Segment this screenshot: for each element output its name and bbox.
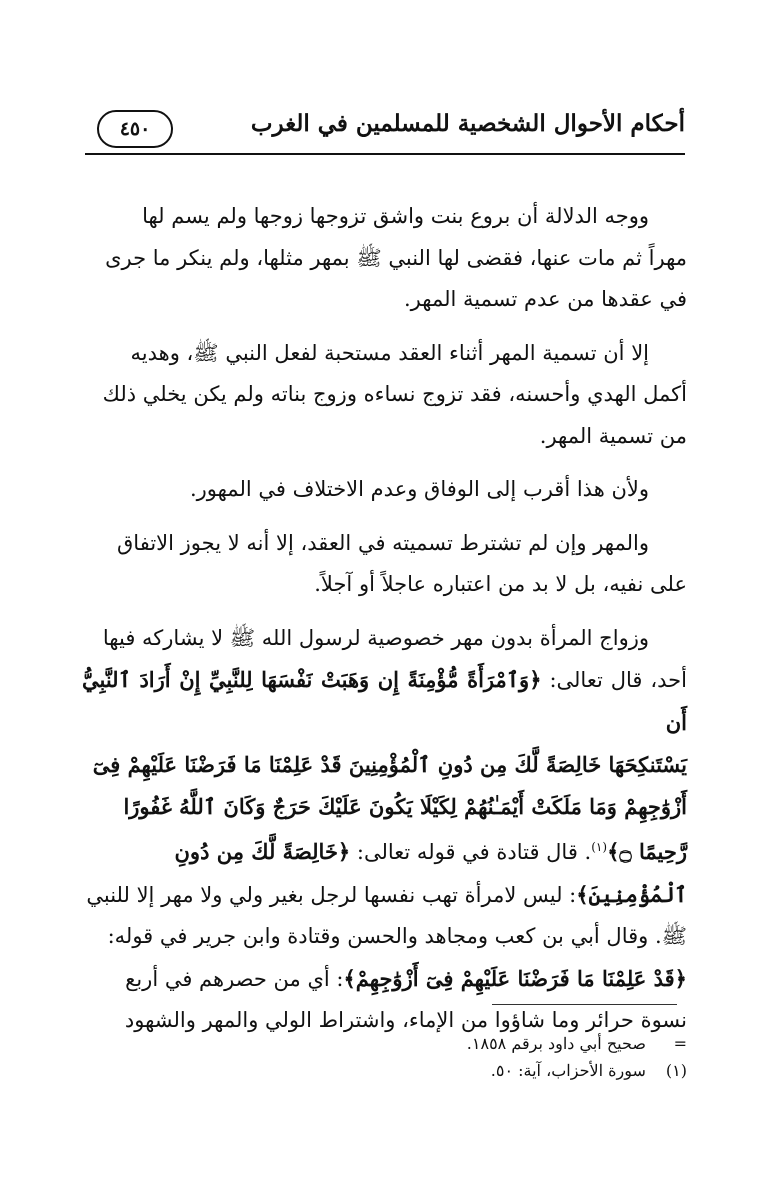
footnotes xyxy=(82,1030,687,1084)
text-line xyxy=(82,827,687,874)
quran-verse: يَسْتَنكِحَهَا خَالِصَةً لَّكَ مِن دُونِ ٱلْمُؤْمِنِينَ قَدْ عَلِمْنَا مَا فَرَضْنَا عَلَيْهِمْ فِىٓ xyxy=(92,752,687,777)
header-divider xyxy=(85,153,685,155)
footnote-marker: (١) xyxy=(665,1061,687,1080)
text-line: ووجه الدلالة أن بروع بنت واشق تزوجها زوجها ولم يسم لها xyxy=(142,204,649,228)
text-line: والمهر وإن لم تشترط تسميته في العقد، إلا أنه لا يجوز الاتفاق xyxy=(117,530,649,555)
text-run: أحد، قال تعالى: xyxy=(541,668,687,692)
footnote-divider xyxy=(492,1004,677,1005)
quran-verse: ٱلْمُؤْمِنِينَ﴾ xyxy=(576,881,687,907)
page-header xyxy=(85,106,685,154)
page-number-badge: ٤٥٠ xyxy=(97,110,173,148)
paragraph-4 xyxy=(82,523,687,606)
text-line xyxy=(82,874,687,917)
footnote-item xyxy=(82,1057,687,1084)
quran-verse: رَّحِيمًا ۝﴾ xyxy=(607,839,687,864)
footnote-ref[interactable]: (١) xyxy=(591,840,608,854)
text-run: : أي من حصرهم في أربع xyxy=(125,966,344,991)
quran-verse: ﴿قَدْ عَلِمْنَا مَا فَرَضْنَا عَلَيْهِمْ فِىٓ أَزْوَٰجِهِمْ﴾ xyxy=(343,965,687,991)
text-line xyxy=(82,958,687,1001)
footnote-marker: = xyxy=(673,1034,687,1053)
text-line: في عقدها من عدم تسمية المهر. xyxy=(404,287,687,311)
running-title: أحكام الأحوال الشخصية للمسلمين في الغرب xyxy=(250,110,685,137)
text-line: مهراً ثم مات عنها، فقضى لها النبي ﷺ بمهر مثلها، ولم ينكر ما جرى xyxy=(105,245,687,270)
quran-verse: أَزْوَٰجِهِمْ وَمَا مَلَكَتْ أَيْمَـٰنُهُمْ لِكَيْلَا يَكُونَ عَلَيْكَ حَرَجٌ وَكَانَ ٱللَّهُ غَفُورًا xyxy=(123,793,687,819)
text-line: إلا أن تسمية المهر أثناء العقد مستحبة لفعل النبي ﷺ، وهديه xyxy=(130,340,649,365)
footnote-text: صحيح أبي داود برقم ١٨٥٨. xyxy=(466,1034,646,1053)
quran-verse: ﴿وَٱمْرَأَةً مُّؤْمِنَةً إِن وَهَبَتْ نَفْسَهَا لِلنَّبِيِّ إِنْ أَرَادَ ٱلنَّبِيُّ أَن xyxy=(82,667,687,735)
text-line xyxy=(82,659,687,744)
paragraph-5 xyxy=(82,618,687,1042)
text-run: . قال قتادة في قوله تعالى: xyxy=(350,840,592,864)
paragraph-2 xyxy=(82,333,687,458)
quran-verse: ﴿خَالِصَةً لَّكَ مِن دُونِ xyxy=(174,839,351,864)
text-line: نسوة حرائر وما شاؤوا من الإماء، واشتراط الولي والمهر والشهود xyxy=(124,1008,687,1032)
text-line: ﷺ. وقال أبي بن كعب ومجاهد والحسن وقتادة وابن جرير في قوله: xyxy=(107,924,687,948)
footnote-item xyxy=(82,1030,687,1057)
text-line: من تسمية المهر. xyxy=(539,423,687,448)
text-run: : ليس لامرأة تهب نفسها لرجل بغير ولي ولا مهر إلا للنبي xyxy=(86,882,577,907)
footnote-text: سورة الأحزاب، آية: ٥٠. xyxy=(490,1061,646,1080)
text-line: ولأن هذا أقرب إلى الوفاق وعدم الاختلاف في المهور. xyxy=(189,477,649,501)
text-line: على نفيه، بل لا بد من اعتباره عاجلاً أو آجلاً. xyxy=(314,572,687,596)
text-line: وزواج المرأة بدون مهر خصوصية لرسول الله ﷺ لا يشاركه فيها xyxy=(102,625,649,650)
paragraph-1 xyxy=(82,196,687,321)
paragraph-3 xyxy=(82,469,687,511)
text-line: أكمل الهدي وأحسنه، فقد تزوج نساءه وزوج بناته ولم يكن يخلي ذلك xyxy=(102,382,687,406)
body-text xyxy=(82,196,687,1042)
